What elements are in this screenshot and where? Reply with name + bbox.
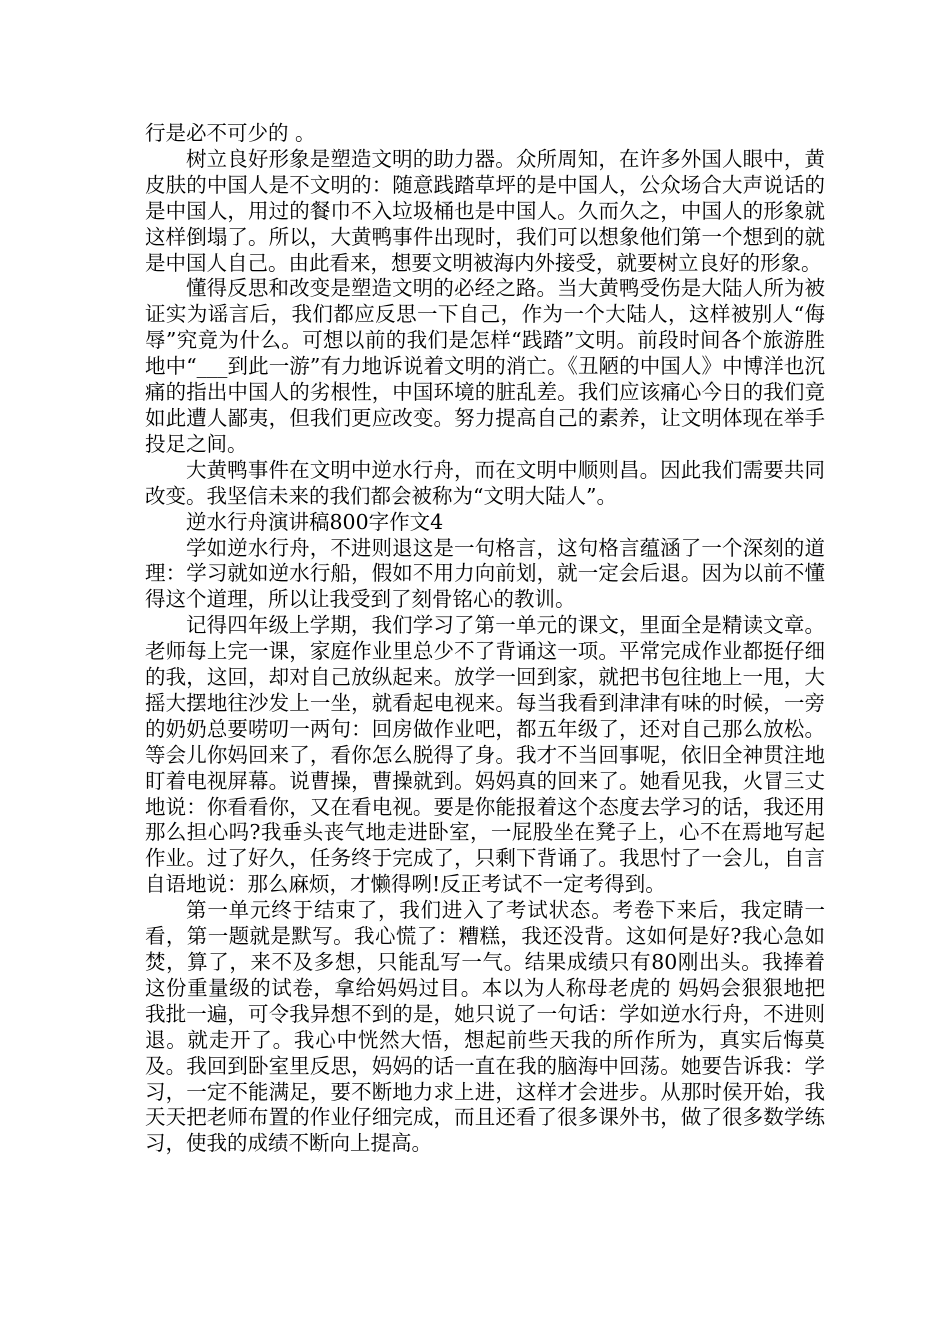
paragraph-story: 记得四年级上学期，我们学习了第一单元的课文，里面全是精读文章。老师每上完一课，家庭作业里总少不了背诵这一项。平常完成作业都挺仔细的我，这回，却对自己放纵起来。放学一回到家，就把书包往地上一甩，大摇大摆地往沙发上一坐，就看起电视来。每当我看到津津有味的时候，一旁的奶奶总要唠叨一两句：回房做作业吧，都五年级了，还对自己那么放松。等会儿你妈回来了，看你怎么脱得了身。我才不当回事呢，依旧全神贯注地盯着电视屏幕。说曹操，曹操就到。妈妈真的回来了。她看见我，火冒三丈地说：你看看你，又在看电视。要是你能报着这个态度去学习的话，我还用那么担心吗?我垂头丧气地走进卧室，一屁股坐在凳子上，心不在焉地写起作业。过了好久，任务终于完成了，只剩下背诵了。我思忖了一会儿，自言自语地说：那么麻烦，才懒得咧!反正考试不一定考得到。 [145,613,825,897]
paragraph-lesson: 第一单元终于结束了，我们进入了考试状态。考卷下来后，我定睛一看，第一题就是默写。我心慌了：糟糕，我还没背。这如何是好?我心急如焚，算了，来不及多想，只能乱写一气。结果成绩只有80刚出头。我捧着这份重量级的试卷，拿给妈妈过目。本以为人称母老虎的 妈妈会狠狠地把我批一遍，可令我异想不到的是，她只说了一句话：学如逆水行舟，不进则退。就走开了。我心中恍然大悟，想起前些天我的所作所为，真实后悔莫及。我回到卧室里反思，妈妈的话一直在我的脑海中回荡。她要告诉我：学习，一定不能满足，要不断地力求上进，这样才会进步。从那时侯开始，我天天把老师布置的作业仔细完成，而且还看了很多课外书，做了很多数学练习，使我的成绩不断向上提高。 [145,898,825,1156]
essay-title: 逆水行舟演讲稿800字作文4 [186,509,444,534]
paragraph-continuation: 行是必不可少的 。 [145,121,316,145]
paragraph-conclusion: 大黄鸭事件在文明中逆水行舟，而在文明中顺则昌。因此我们需要共同改变。我坚信未来的我们都会被称为“文明大陆人”。 [145,457,825,508]
paragraph-image: 树立良好形象是塑造文明的助力器。众所周知，在许多外国人眼中，黄皮肤的中国人是不文明的：随意践踏草坪的是中国人，公众场合大声说话的是中国人，用过的餐巾不入垃圾桶也是中国人。久而久之，中国人的形象就这样倒塌了。所以，大黄鸭事件出现时，我们可以想象他们第一个想到的就是中国人自己。由此看来，想要文明被海内外接受，就要树立良好的形象。 [145,146,825,275]
paragraph-intro: 学如逆水行舟，不进则退这是一句格言，这句格言蕴涵了一个深刻的道理：学习就如逆水行船，假如不用力向前划，就一定会后退。因为以前不懂得这个道理，所以让我受到了刻骨铭心的教训。 [145,535,825,612]
document-body [145,121,825,1157]
paragraph-reflection: 懂得反思和改变是塑造文明的必经之路。当大黄鸭受伤是大陆人所为被证实为谣言后，我们都应反思一下自己，作为一个大陆人，这样被别人“侮辱”究竟为什么。可想以前的我们是怎样“践踏”文明。前段时间各个旅游胜地中“___到此一游”有力地诉说着文明的消亡。《丑陋的中国人》中博洋也沉痛的指出中国人的劣根性，中国环境的脏乱差。我们应该痛心今日的我们竟如此遭人鄙夷，但我们更应改变。努力提高自己的素养，让文明体现在举手投足之间。 [145,276,825,456]
